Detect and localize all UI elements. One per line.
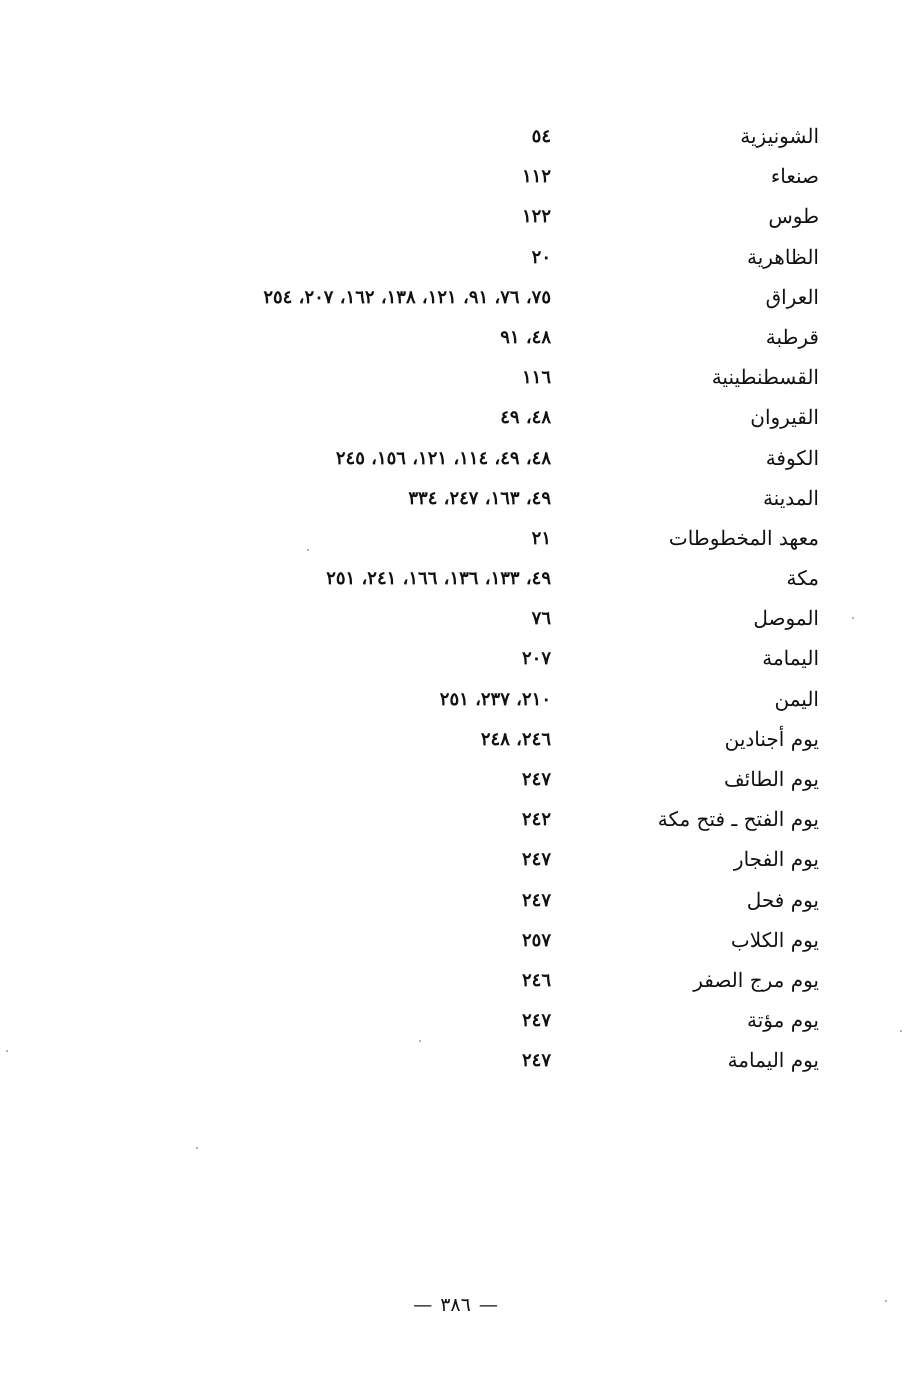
scan-speck — [196, 1147, 198, 1149]
entry-term: صنعاء — [770, 164, 819, 189]
entry-term: يوم اليمامة — [727, 1048, 819, 1073]
entry-pages: ٢٤٧ — [521, 1050, 551, 1072]
index-entry — [0, 160, 911, 200]
index-entry — [0, 1044, 911, 1084]
entry-pages: ٢٠ — [531, 246, 551, 268]
entry-term: يوم الطائف — [723, 767, 819, 791]
scan-speck — [419, 1040, 421, 1042]
entry-pages: ٢٤٢ — [521, 809, 551, 831]
entry-pages: ٢٤٦ — [521, 969, 551, 991]
scan-speck — [852, 617, 854, 619]
index-entry — [0, 843, 911, 883]
entry-term: الكوفة — [765, 445, 819, 470]
index-entry — [0, 642, 911, 682]
entry-pages: ٢٤٧ — [521, 849, 551, 871]
entry-term: الظاهرية — [746, 244, 819, 269]
index-entry — [0, 200, 911, 240]
scan-speck — [6, 1050, 8, 1052]
entry-pages: ٥٤ — [531, 126, 551, 147]
index-entry — [0, 482, 911, 522]
index-entry — [0, 241, 911, 281]
entry-term: يوم مرج الصفر — [693, 967, 819, 992]
entry-pages: ٤٨، ٤٩ — [500, 407, 551, 429]
entry-term: الموصل — [753, 606, 819, 631]
index-entry — [0, 1004, 911, 1044]
entry-term: العراق — [765, 284, 819, 309]
index-entry — [0, 964, 911, 1004]
entry-term: طوس — [768, 204, 819, 229]
entry-pages: ٢٤٧ — [521, 769, 551, 790]
entry-pages: ١٢٢ — [521, 206, 551, 228]
index-entry — [0, 281, 911, 321]
index-entry — [0, 763, 911, 803]
entry-pages: ٧٦ — [531, 608, 551, 630]
entry-pages: ٢١٠، ٢٣٧، ٢٥١ — [439, 688, 551, 710]
scan-speck — [900, 1030, 902, 1032]
entry-term: يوم الكلاب — [730, 927, 819, 952]
index-entry — [0, 120, 911, 160]
entry-term: مكة — [786, 566, 819, 591]
entry-term: يوم الفجار — [733, 847, 819, 872]
page-number: ٣٨٦ — [440, 1294, 471, 1316]
entry-term: معهد المخطوطات — [668, 525, 819, 550]
index-entry — [0, 803, 911, 843]
index-entry — [0, 562, 911, 602]
entry-term: القيروان — [750, 405, 819, 430]
footer-dash-left: — — [478, 1294, 498, 1316]
index-entry — [0, 602, 911, 642]
entry-pages: ٤٨، ٤٩، ١١٤، ١٢١، ١٥٦، ٢٤٥ — [335, 447, 551, 469]
entry-pages: ٢٤٧ — [521, 1010, 551, 1032]
scan-speck — [885, 1300, 887, 1302]
entry-pages: ١١٦ — [521, 367, 551, 389]
index-entry — [0, 683, 911, 723]
entry-term: يوم مؤتة — [747, 1008, 819, 1033]
page-number-footer — [0, 1294, 911, 1316]
entry-term: يوم الفتح ـ فتح مكة — [657, 807, 819, 832]
index-entry — [0, 924, 911, 964]
entry-pages: ٢١ — [531, 527, 551, 549]
entry-pages: ٤٩، ١٣٣، ١٣٦، ١٦٦، ٢٤١، ٢٥١ — [326, 568, 551, 590]
entry-pages: ٧٥، ٧٦، ٩١، ١٢١، ١٣٨، ١٦٢، ٢٠٧، ٢٥٤ — [263, 286, 551, 308]
entry-term: المدينة — [762, 485, 819, 510]
footer-dash-right: — — [413, 1294, 433, 1316]
entry-pages: ٢٤٧ — [521, 889, 551, 911]
index-entry — [0, 723, 911, 763]
entry-term: الشونيزية — [740, 124, 819, 148]
entry-term: يوم فحل — [746, 887, 819, 912]
index-entry — [0, 401, 911, 441]
entry-term: قرطبة — [765, 324, 819, 349]
place-index-list — [0, 120, 911, 1085]
entry-pages: ٢٠٧ — [521, 648, 551, 670]
entry-term: يوم أجنادين — [724, 726, 819, 751]
scan-speck — [307, 549, 309, 551]
entry-term: اليمامة — [762, 646, 819, 671]
entry-term: القسطنطينية — [711, 365, 819, 390]
entry-pages: ٢٥٧ — [521, 929, 551, 951]
index-entry — [0, 522, 911, 562]
entry-pages: ٤٨، ٩١ — [500, 326, 551, 348]
index-entry — [0, 884, 911, 924]
entry-pages: ٤٩، ١٦٣، ٢٤٧، ٣٣٤ — [408, 487, 551, 509]
entry-term: اليمن — [774, 686, 819, 711]
index-entry — [0, 442, 911, 482]
index-entry — [0, 361, 911, 401]
index-entry — [0, 321, 911, 361]
entry-pages: ١١٢ — [521, 166, 551, 188]
entry-pages: ٢٤٦، ٢٤٨ — [480, 728, 551, 750]
